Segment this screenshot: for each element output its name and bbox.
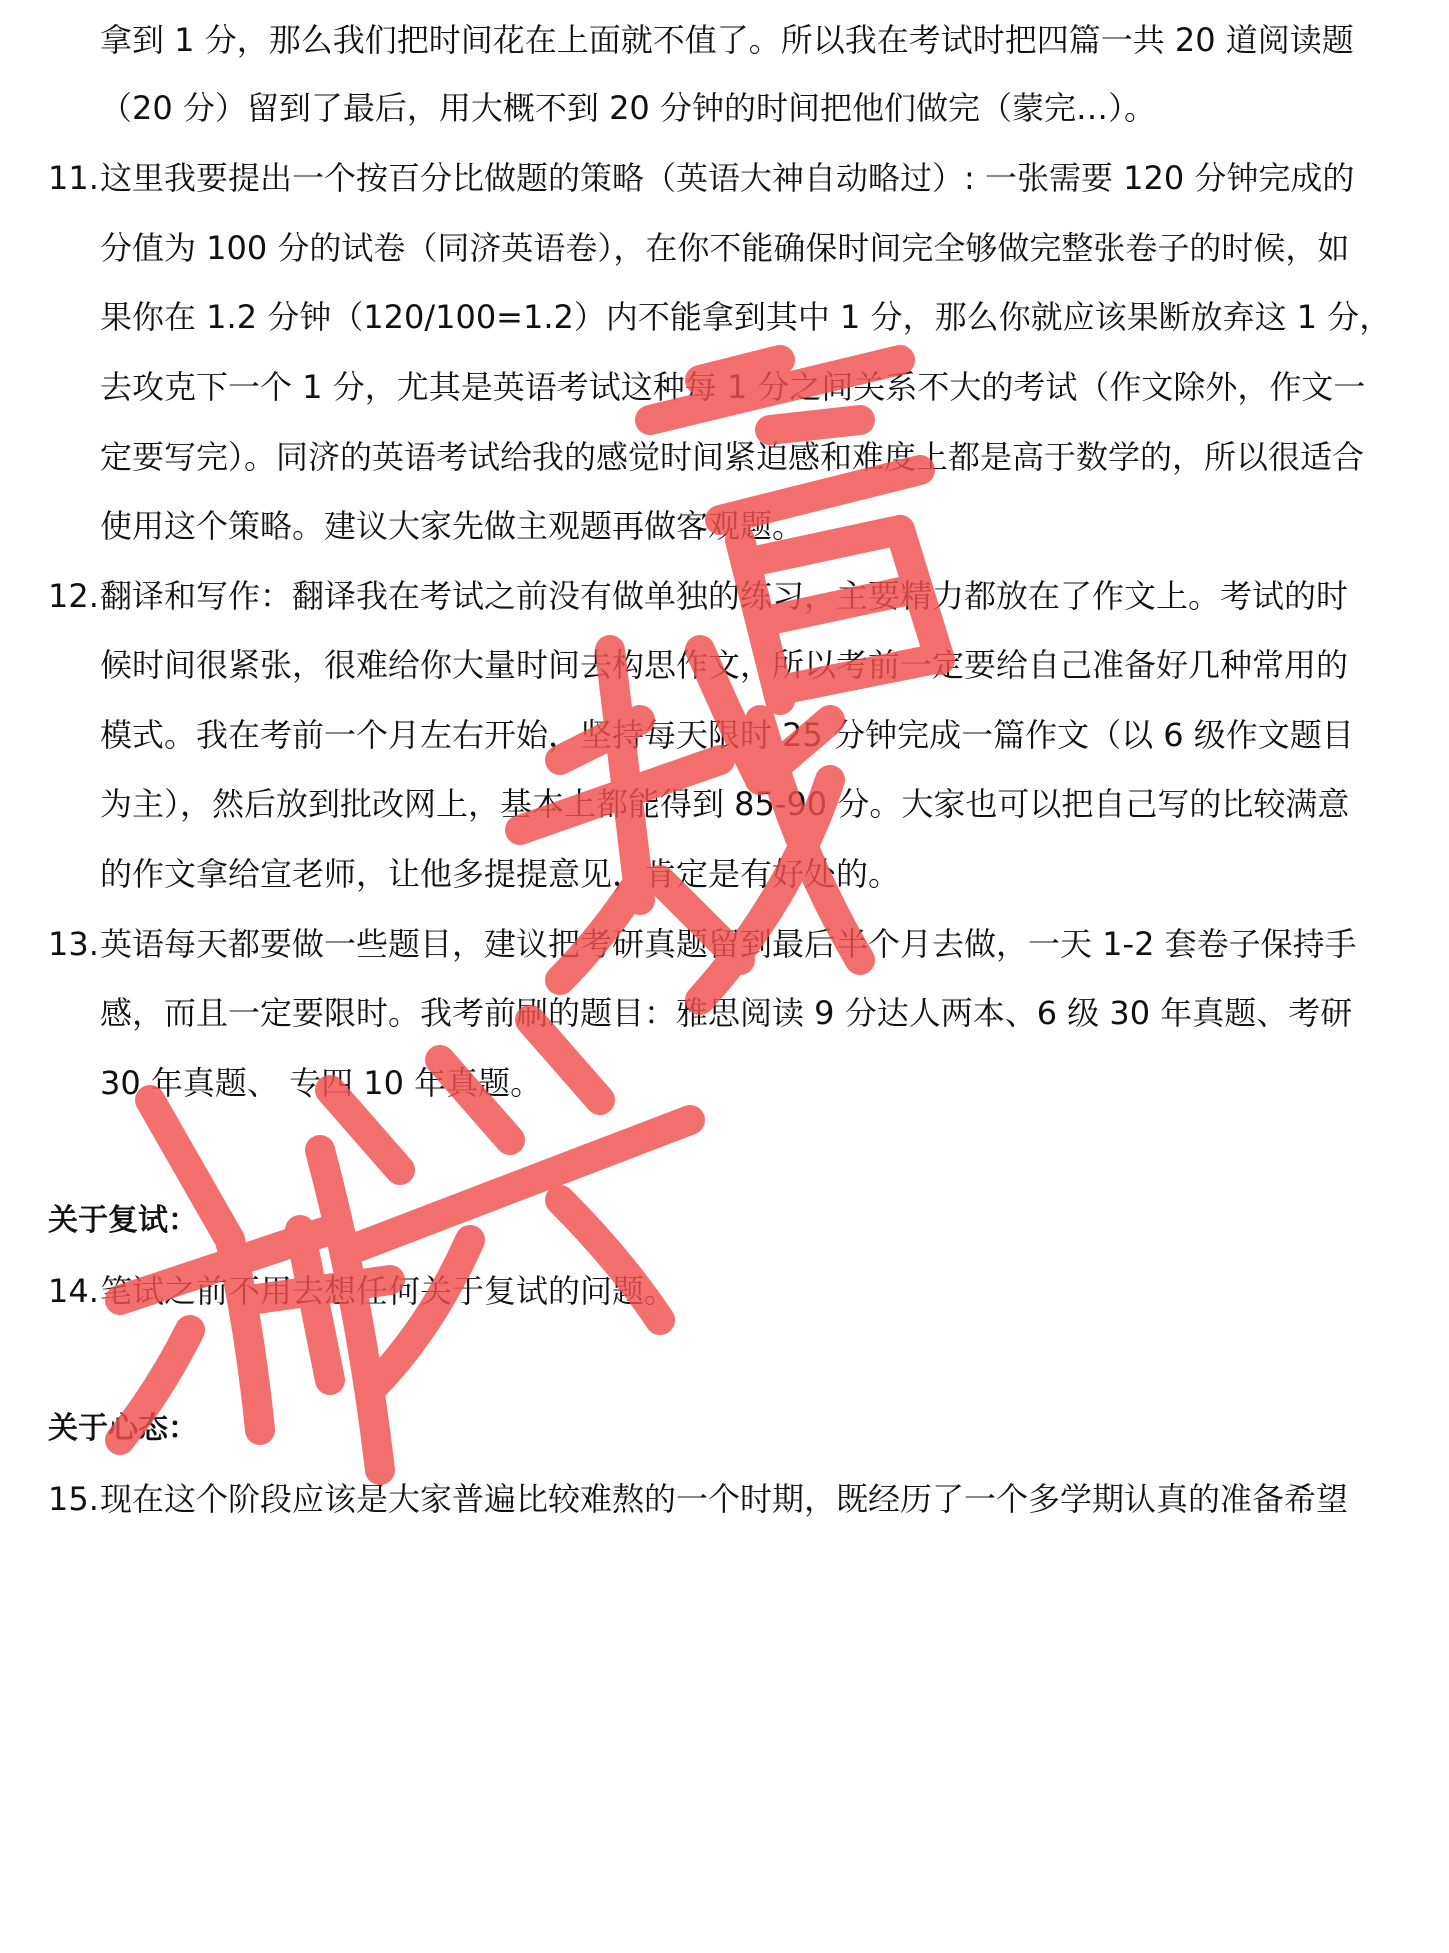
paragraph-line: 去攻克下一个 1 分，尤其是英语考试这种每 1 分之间关系不大的考试（作文除外，作文一 — [100, 368, 1366, 406]
paragraph-line: 感，而且一定要限时。我考前刷的题目：雅思阅读 9 分达人两本、6 级 30 年真题、考研 — [100, 994, 1353, 1032]
paragraph-line: 拿到 1 分，那么我们把时间花在上面就不值了。所以我在考试时把四篇一共 20 道阅读题 — [100, 21, 1354, 59]
paragraph-line: 果你在 1.2 分钟（120/100=1.2）内不能拿到其中 1 分，那么你就应该果断放弃这 1 分， — [100, 298, 1392, 336]
section-heading-retest: 关于复试： — [48, 1203, 198, 1238]
paragraph-line: 分值为 100 分的试卷（同济英语卷），在你不能确保时间完全够做完整张卷子的时候，如 — [100, 229, 1350, 267]
paragraph-line: 30 年真题、 专四 10 年真题。 — [100, 1064, 543, 1102]
paragraph-line: （20 分）留到了最后，用大概不到 20 分钟的时间把他们做完（蒙完…）。 — [100, 89, 1156, 127]
paragraph-line: 为主），然后放到批改网上，基本上都能得到 85-90 分。大家也可以把自己写的比较满意 — [100, 785, 1350, 823]
section-heading-mindset: 关于心态： — [48, 1411, 198, 1446]
paragraph-line: 现在这个阶段应该是大家普遍比较难熬的一个时期，既经历了一个多学期认真的准备希望 — [100, 1480, 1349, 1518]
list-number: 11. — [48, 159, 99, 197]
paragraph-line: 定要写完）。同济的英语考试给我的感觉时间紧迫感和难度上都是高于数学的，所以很适合 — [100, 438, 1365, 476]
list-number: 14. — [48, 1272, 99, 1310]
list-number: 12. — [48, 577, 99, 615]
paragraph-line: 的作文拿给宣老师，让他多提提意见，肯定是有好处的。 — [100, 855, 901, 893]
list-number: 15. — [48, 1480, 99, 1518]
paragraph-line: 翻译和写作：翻译我在考试之前没有做单独的练习，主要精力都放在了作文上。考试的时 — [100, 577, 1349, 615]
paragraph-line: 英语每天都要做一些题目，建议把考研真题留到最后半个月去做，一天 1-2 套卷子保持手 — [100, 925, 1357, 963]
paragraph-line: 候时间很紧张，很难给你大量时间去构思作文，所以考前一定要给自己准备好几种常用的 — [100, 646, 1349, 684]
list-number: 13. — [48, 925, 99, 963]
paragraph-line: 模式。我在考前一个月左右开始，坚持每天限时 25 分钟完成一篇作文（以 6 级作文题目 — [100, 716, 1354, 754]
paragraph-line: 笔试之前不用去想任何关于复试的问题。 — [100, 1272, 677, 1310]
paragraph-line: 使用这个策略。建议大家先做主观题再做客观题。 — [100, 507, 805, 545]
paragraph-line: 这里我要提出一个按百分比做题的策略（英语大神自动略过）: 一张需要 120 分钟完成的 — [100, 159, 1355, 197]
